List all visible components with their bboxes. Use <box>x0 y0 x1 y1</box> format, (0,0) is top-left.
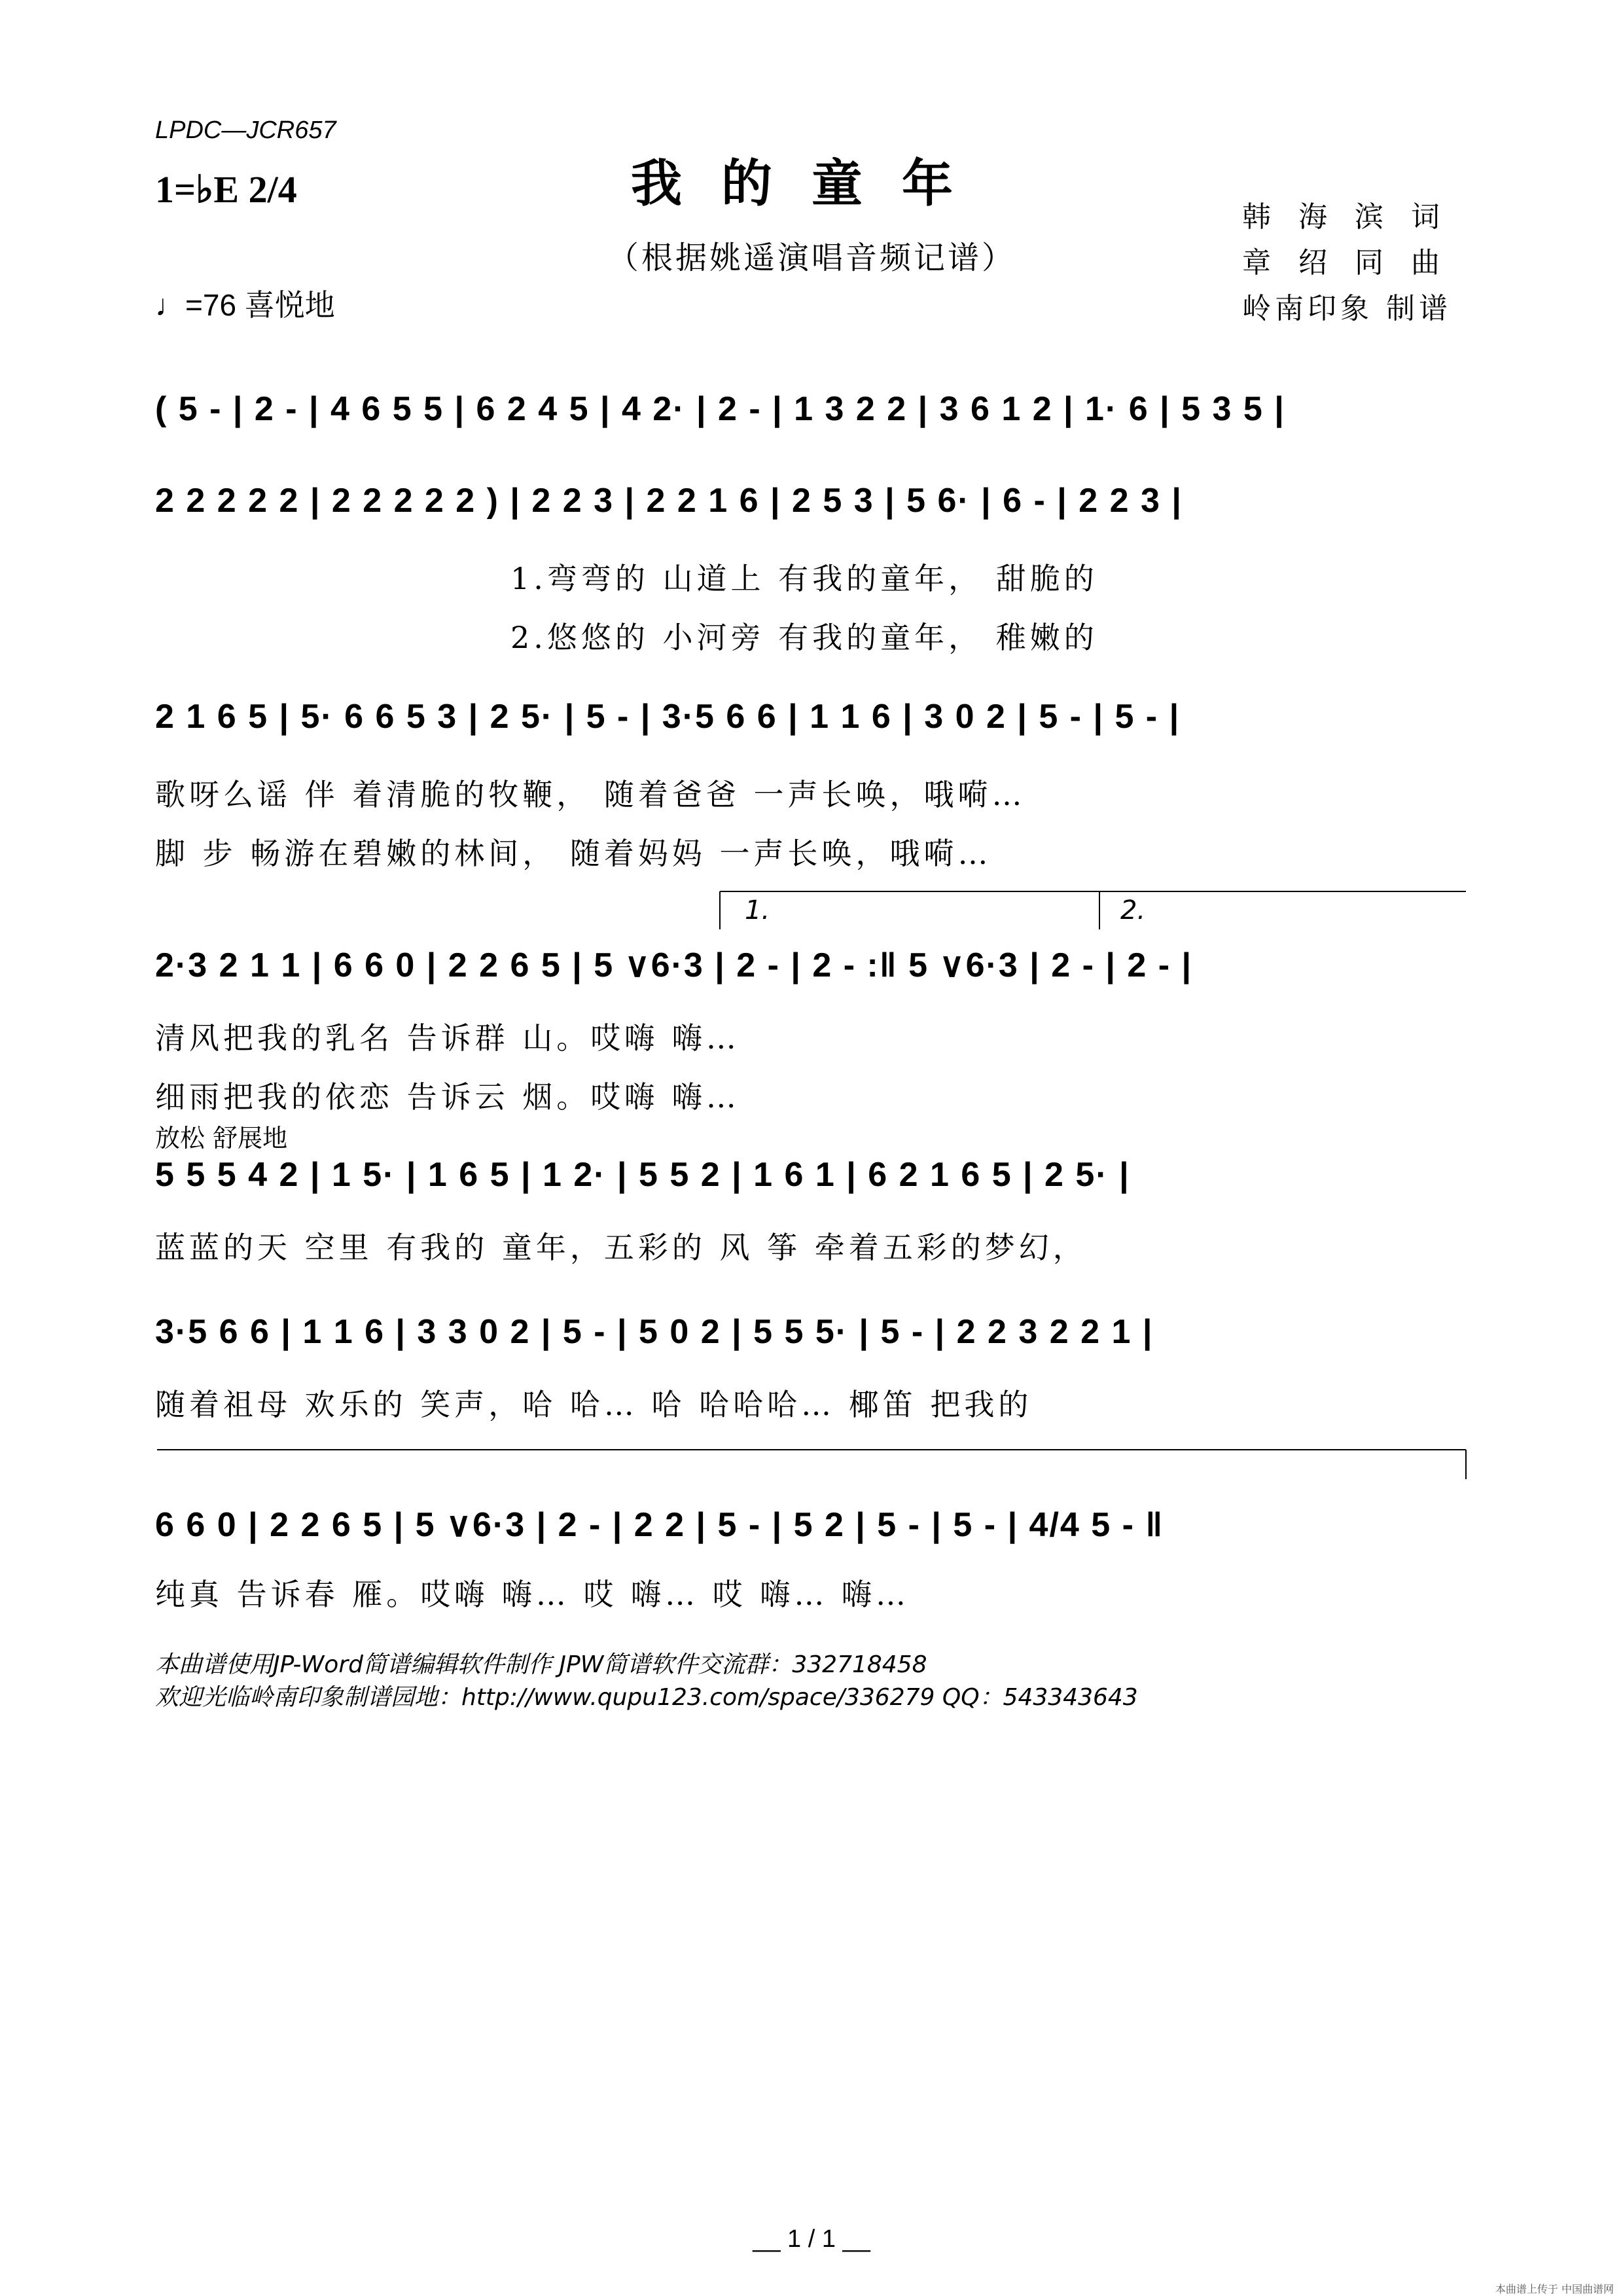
lyric-line-4-verse1: 清风把我的乳名 告诉群 山。哎嗨 嗨… <box>155 1020 740 1056</box>
lyric-line-5: 蓝蓝的天 空里 有我的 童年，五彩的 风 筝 牵着五彩的梦幻， <box>155 1230 1087 1265</box>
lyric-line-4-verse2: 细雨把我的依恋 告诉云 烟。哎嗨 嗨… <box>155 1079 740 1115</box>
tempo-marking: ♩=76 喜悦地 <box>155 288 335 322</box>
volta-2-label: 2. <box>1120 895 1146 925</box>
transcriber-credit: 岭南印象 制谱 <box>1242 292 1452 325</box>
watermark-text: 本曲谱上传于 中国曲谱网 <box>1495 2283 1614 2295</box>
score-line-6: 3·5 6 6 | 1 1 6 | 3 3 0 2 | 5 - | 5 0 2 | 5 5 5· | 5 - | 2 2 3 2 2 1 | <box>155 1313 1154 1351</box>
page-number: __ 1 / 1 __ <box>753 2225 870 2253</box>
footer-line-1: 本曲谱使用JP-Word简谱编辑软件制作 JPW简谱软件交流群：332718458 <box>155 1651 927 1678</box>
song-subtitle: （根据姚遥演唱音频记谱） <box>607 240 1016 276</box>
volta-1-label: 1. <box>745 895 770 925</box>
lyric-line-3-verse2: 脚 步 畅游在碧嫩的林间， 随着妈妈 一声长唤，哦嗬… <box>155 836 992 871</box>
lyric-line-2-verse1: 1.弯弯的 山道上 有我的童年， 甜脆的 <box>510 561 1098 596</box>
score-line-1: ( 5 - | 2 - | 4 6 5 5 | 6 2 4 5 | 4 2· | 2 - | 1 3 2 2 | 3 6 1 2 | 1· 6 | 5 3 5 | <box>155 390 1285 428</box>
lyric-line-2-verse2: 2.悠悠的 小河旁 有我的童年， 稚嫩的 <box>510 620 1098 655</box>
score-line-4: 2·3 2 1 1 | 6 6 0 | 2 2 6 5 | 5 ∨6·3 | 2 - | 2 - :‖ 5 ∨6·3 | 2 - | 2 - | <box>155 946 1193 984</box>
expression-marking: 放松 舒展地 <box>155 1124 288 1153</box>
score-line-5: 5 5 5 4 2 | 1 5· | 1 6 5 | 1 2· | 5 5 2 | 1 6 1 | 6 2 1 6 5 | 2 5· | <box>155 1156 1130 1194</box>
score-code: LPDC—JCR657 <box>155 117 336 144</box>
key-signature: 1=♭E 2/4 <box>155 168 297 211</box>
score-line-2: 2 2 2 2 2 | 2 2 2 2 2 ) | 2 2 3 | 2 2 1 6 | 2 5 3 | 5 6· | 6 - | 2 2 3 | <box>155 482 1183 520</box>
score-line-3: 2 1 6 5 | 5· 6 6 5 3 | 2 5· | 5 - | 3·5 6 6 | 1 1 6 | 3 0 2 | 5 - | 5 - | <box>155 698 1181 736</box>
lyric-line-3-verse1: 歌呀么谣 伴 着清脆的牧鞭， 随着爸爸 一声长唤，哦嗬… <box>155 777 1026 812</box>
score-line-7: 6 6 0 | 2 2 6 5 | 5 ∨6·3 | 2 - | 2 2 | 5 - | 5 2 | 5 - | 5 - | 4/4 5 - ‖ <box>155 1506 1164 1544</box>
composer-credit: 章 绍 同 曲 <box>1242 246 1449 279</box>
lyric-line-6: 随着祖母 欢乐的 笑声，哈 哈… 哈 哈哈哈… 椰笛 把我的 <box>155 1387 1033 1422</box>
song-title: 我的童年 <box>630 154 992 213</box>
footer-line-2: 欢迎光临岭南印象制谱园地：http://www.qupu123.com/space/336279 QQ：543343643 <box>155 1684 1138 1711</box>
lyricist-credit: 韩 海 滨 词 <box>1242 200 1449 234</box>
lyric-line-7: 纯真 告诉春 雁。哎嗨 嗨… 哎 嗨… 哎 嗨… 嗨… <box>155 1577 910 1612</box>
